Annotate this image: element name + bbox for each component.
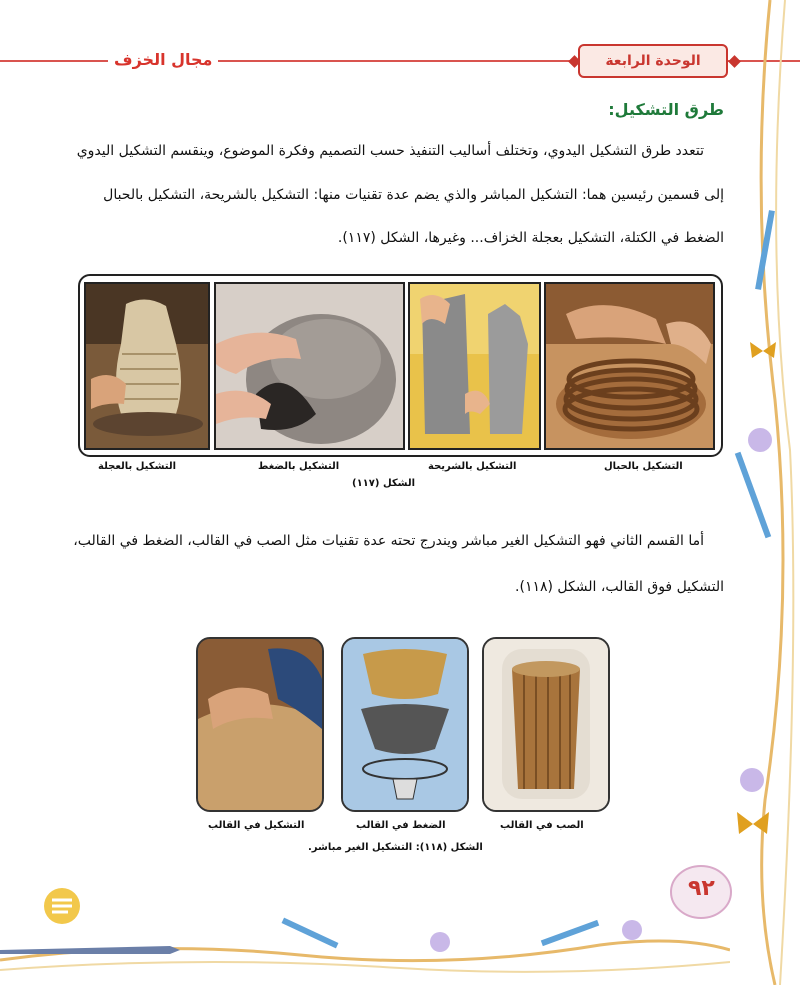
field-title: مجال الخزف <box>108 50 218 69</box>
caption-slip-casting: الصب في القالب <box>500 820 584 831</box>
para2-line2: التشكيل فوق القالب، الشكل (١١٨). <box>515 579 724 595</box>
slip-casting-illustration <box>484 639 608 810</box>
caption-coil: التشكيل بالحبال <box>604 461 683 472</box>
section-title: طرق التشكيل: <box>608 100 724 119</box>
coil-pot-illustration <box>546 284 715 450</box>
para1-line1: تتعدد طرق التشكيل اليدوي، وتختلف أساليب التنفيذ حسب التصميم وفكرة الموضوع، وينقسم التشكيل اليدوي <box>76 143 704 159</box>
caption-press-molding: الضغط في القالب <box>356 820 446 831</box>
decorative-border-bottom <box>0 900 730 985</box>
publisher-logo-icon <box>40 880 84 930</box>
wheel-illustration <box>86 284 210 450</box>
press-molding-illustration <box>343 639 467 810</box>
figure-118-label: الشكل (١١٨): التشكيل الغير مباشر. <box>308 842 483 853</box>
caption-slab: التشكيل بالشريحة <box>428 461 517 472</box>
drape-molding-illustration <box>198 639 322 810</box>
photo-wheel-method <box>84 282 210 450</box>
unit-badge <box>578 44 728 78</box>
butterfly-icon <box>748 340 778 362</box>
photo-press-molding <box>341 637 469 812</box>
photo-drape-molding <box>196 637 324 812</box>
photo-slab-method <box>408 282 541 450</box>
caption-pinch: التشكيل بالضغط <box>258 461 340 472</box>
butterfly-icon-2 <box>735 810 771 838</box>
pinch-illustration <box>216 284 405 450</box>
para1-line3: الضغط في الكتلة، التشكيل بعجلة الخزاف... وغيرها، الشكل (١١٧). <box>337 230 724 246</box>
page-number: ٩٢ <box>688 876 715 901</box>
caption-wheel: التشكيل بالعجلة <box>98 461 177 472</box>
unit-label: الوحدة الرابعة <box>605 53 701 69</box>
para2-line1: أما القسم الثاني فهو التشكيل الغير مباشر ويندرج تحته عدة تقنيات مثل الصب في القالب، الضغط في القالب، <box>73 533 704 549</box>
photo-coil-method <box>544 282 715 450</box>
para1-line2: إلى قسمين رئيسين هما: التشكيل المباشر والذي يضم عدة تقنيات منها: التشكيل بالشريحة، التشكيل بالحبال <box>103 187 724 203</box>
header-rule-left <box>0 60 108 62</box>
slab-illustration <box>410 284 541 450</box>
photo-slip-casting <box>482 637 610 812</box>
header-rule-middle <box>210 60 578 62</box>
figure-117-label: الشكل (١١٧) <box>352 478 416 489</box>
photo-pinch-method <box>214 282 405 450</box>
caption-drape-molding: التشكيل في القالب <box>208 820 305 831</box>
